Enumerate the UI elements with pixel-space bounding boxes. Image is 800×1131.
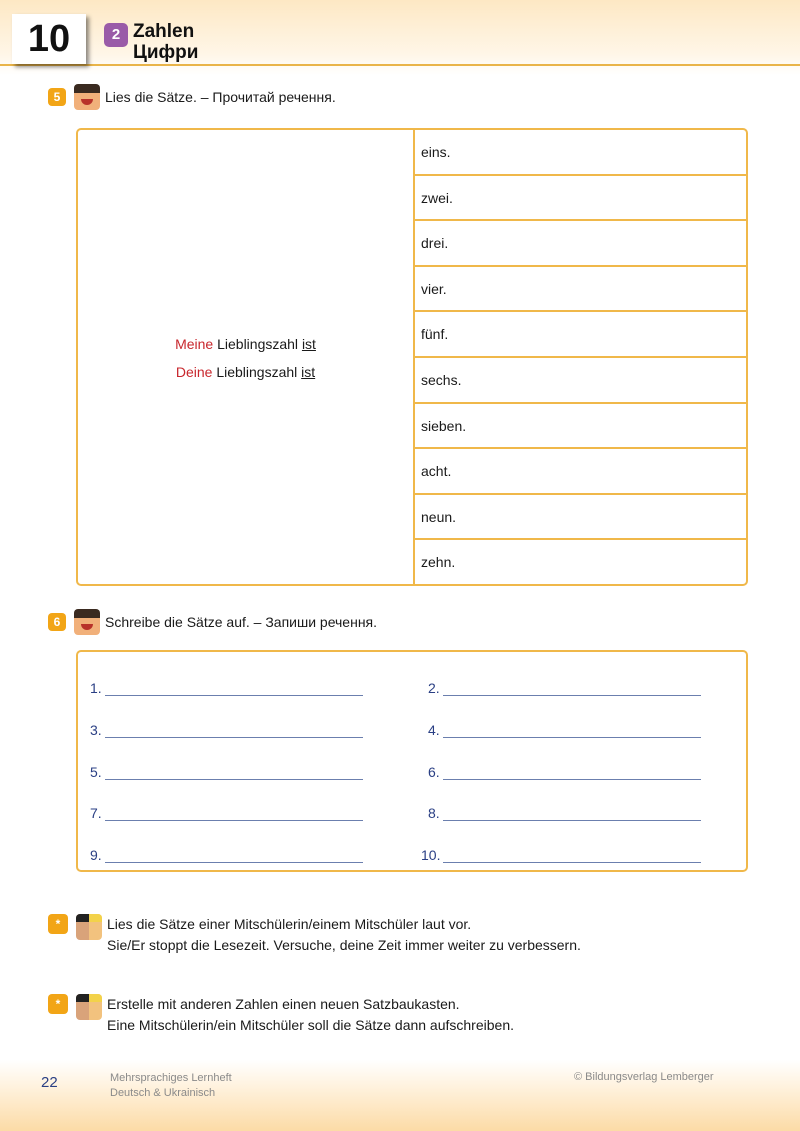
number-words xyxy=(415,130,746,584)
blank-line[interactable] xyxy=(443,848,701,863)
number-word-row: drei. xyxy=(415,221,746,267)
task-number-badge: 5 xyxy=(48,88,66,106)
book-title: Mehrsprachiges Lernheft xyxy=(110,1072,232,1084)
write-line-6[interactable] xyxy=(428,764,701,780)
number-word-row: sechs. xyxy=(415,358,746,404)
line-number: 10. xyxy=(421,847,441,863)
blank-line[interactable] xyxy=(443,806,701,821)
extra-task-2-line-2: Eine Mitschülerin/ein Mitschüler soll die Sätze dann aufschreiben. xyxy=(107,1017,514,1033)
star-badge: * xyxy=(48,994,68,1014)
number-word-row: neun. xyxy=(415,495,746,541)
blank-line[interactable] xyxy=(105,848,363,863)
verb: ist xyxy=(301,364,316,380)
page-number: 22 xyxy=(41,1074,58,1091)
noun: Lieblingszahl xyxy=(217,336,299,352)
noun: Lieblingszahl xyxy=(216,364,298,380)
child-face-icon xyxy=(74,84,100,110)
copyright: © Bildungsverlag Lemberger xyxy=(574,1071,714,1083)
task-5-instruction: Lies die Sätze. – Прочитай речення. xyxy=(105,88,336,105)
sentence-starter-1 xyxy=(78,336,413,352)
number-word-row: eins. xyxy=(415,130,746,176)
child-face-icon xyxy=(74,609,100,635)
blank-line[interactable] xyxy=(443,681,701,696)
blank-line[interactable] xyxy=(443,765,701,780)
pronoun: Meine xyxy=(175,336,214,352)
blank-line[interactable] xyxy=(105,723,363,738)
writing-area xyxy=(76,650,748,872)
unit-badge: 2 xyxy=(104,23,128,47)
write-line-1[interactable] xyxy=(90,680,363,696)
pronoun: Deine xyxy=(175,364,213,380)
line-number: 2. xyxy=(428,680,440,696)
unit-title-de: Zahlen xyxy=(133,21,195,42)
write-line-3[interactable] xyxy=(90,722,363,738)
write-line-8[interactable] xyxy=(428,805,701,821)
partner-faces-icon xyxy=(76,914,102,940)
task-number-badge: 6 xyxy=(48,613,66,631)
write-line-4[interactable] xyxy=(428,722,701,738)
task-5-header xyxy=(48,84,336,110)
line-number: 7. xyxy=(90,805,102,821)
number-word-row: fünf. xyxy=(415,312,746,358)
line-number: 1. xyxy=(90,680,102,696)
write-line-9[interactable] xyxy=(90,847,363,863)
star-badge: * xyxy=(48,914,68,934)
header-divider xyxy=(0,64,800,66)
number-word-row: zehn. xyxy=(421,554,456,571)
line-number: 5. xyxy=(90,764,102,780)
write-line-7[interactable] xyxy=(90,805,363,821)
line-number: 8. xyxy=(428,805,440,821)
sentence-builder-table xyxy=(76,128,748,586)
number-word-row: vier. xyxy=(415,267,746,313)
line-number: 6. xyxy=(428,764,440,780)
line-number: 9. xyxy=(90,847,102,863)
extra-task-1 xyxy=(48,914,581,956)
number-word-row: acht. xyxy=(415,449,746,495)
extra-task-1-text xyxy=(107,914,581,956)
blank-line[interactable] xyxy=(105,806,363,821)
line-number: 4. xyxy=(428,722,440,738)
sentence-starter-2 xyxy=(78,364,413,380)
extra-task-2 xyxy=(48,994,514,1036)
write-line-10[interactable] xyxy=(421,847,701,863)
task-6-instruction: Schreibe die Sätze auf. – Запиши речення. xyxy=(105,613,378,630)
number-word-row: zwei. xyxy=(415,176,746,222)
extra-task-1-line-2: Sie/Er stoppt die Lesezeit. Versuche, deine Zeit immer weiter zu verbessern. xyxy=(107,937,581,953)
partner-faces-icon xyxy=(76,994,102,1020)
extra-task-1-line-1: Lies die Sätze einer Mitschülerin/einem Mitschüler laut vor. xyxy=(107,916,472,932)
blank-line[interactable] xyxy=(105,681,363,696)
book-subtitle: Deutsch & Ukrainisch xyxy=(110,1087,216,1099)
extra-task-2-line-1: Erstelle mit anderen Zahlen einen neuen Satzbaukasten. xyxy=(107,996,460,1012)
line-number: 3. xyxy=(90,722,102,738)
chapter-number: 10 xyxy=(12,14,86,64)
task-6-header xyxy=(48,609,377,635)
write-line-2[interactable] xyxy=(428,680,701,696)
verb: ist xyxy=(301,336,316,352)
unit-title xyxy=(133,21,198,63)
write-line-5[interactable] xyxy=(90,764,363,780)
blank-line[interactable] xyxy=(105,765,363,780)
unit-title-uk: Цифри xyxy=(133,42,199,63)
sentence-starters xyxy=(78,130,415,584)
number-word-row: sieben. xyxy=(415,404,746,450)
book-info xyxy=(110,1071,232,1101)
blank-line[interactable] xyxy=(443,723,701,738)
extra-task-2-text xyxy=(107,994,514,1036)
